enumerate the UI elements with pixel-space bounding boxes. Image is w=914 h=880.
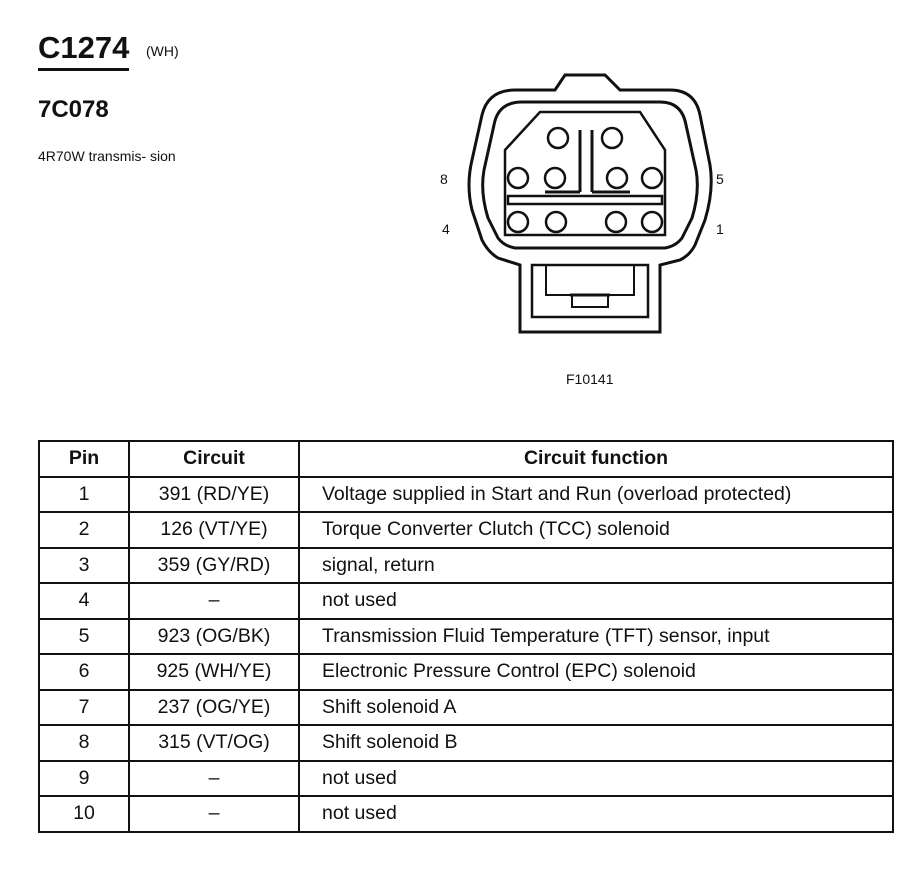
- pin-label-4: 4: [442, 221, 450, 237]
- color-code: (WH): [146, 43, 179, 59]
- function-cell: not used: [299, 583, 893, 619]
- pin-cell: 10: [39, 796, 129, 832]
- table-header-row: [39, 441, 893, 477]
- pin-label-5: 5: [716, 171, 724, 187]
- table-row: [39, 725, 893, 761]
- pin-cell: 5: [39, 619, 129, 655]
- table-row: [39, 761, 893, 797]
- function-cell: signal, return: [299, 548, 893, 584]
- pin-cell: 3: [39, 548, 129, 584]
- function-cell: not used: [299, 796, 893, 832]
- function-cell: Shift solenoid A: [299, 690, 893, 726]
- function-cell: Electronic Pressure Control (EPC) solenoid: [299, 654, 893, 690]
- pin-label-8: 8: [440, 171, 448, 187]
- function-cell: Transmission Fluid Temperature (TFT) sensor, input: [299, 619, 893, 655]
- connector-diagram-icon: [460, 70, 720, 340]
- part-number: 7C078: [38, 96, 109, 123]
- circuit-cell: –: [129, 761, 299, 797]
- table-row: [39, 796, 893, 832]
- circuit-cell: 126 (VT/YE): [129, 512, 299, 548]
- table-row: [39, 477, 893, 513]
- circuit-cell: 923 (OG/BK): [129, 619, 299, 655]
- table-row: [39, 548, 893, 584]
- function-cell: Torque Converter Clutch (TCC) solenoid: [299, 512, 893, 548]
- circuit-cell: 391 (RD/YE): [129, 477, 299, 513]
- circuit-cell: 237 (OG/YE): [129, 690, 299, 726]
- circuit-cell: 359 (GY/RD): [129, 548, 299, 584]
- pin-cell: 1: [39, 477, 129, 513]
- table-row: [39, 654, 893, 690]
- pin-cell: 4: [39, 583, 129, 619]
- header-pin: Pin: [39, 441, 129, 477]
- figure-id: F10141: [566, 371, 614, 387]
- circuit-cell: 315 (VT/OG): [129, 725, 299, 761]
- pin-cell: 2: [39, 512, 129, 548]
- table-row: [39, 619, 893, 655]
- description: 4R70W transmis- sion: [38, 148, 176, 164]
- circuit-cell: –: [129, 583, 299, 619]
- table-row: [39, 512, 893, 548]
- table-row: [39, 690, 893, 726]
- pin-label-1: 1: [716, 221, 724, 237]
- circuit-cell: –: [129, 796, 299, 832]
- circuit-cell: 925 (WH/YE): [129, 654, 299, 690]
- connector-id: C1274: [38, 30, 129, 71]
- header-function: Circuit function: [299, 441, 893, 477]
- function-cell: Voltage supplied in Start and Run (overload protected): [299, 477, 893, 513]
- pinout-table: [38, 440, 894, 833]
- table-row: [39, 583, 893, 619]
- pin-cell: 7: [39, 690, 129, 726]
- function-cell: Shift solenoid B: [299, 725, 893, 761]
- pin-cell: 8: [39, 725, 129, 761]
- header-circuit: Circuit: [129, 441, 299, 477]
- pin-cell: 9: [39, 761, 129, 797]
- function-cell: not used: [299, 761, 893, 797]
- pin-cell: 6: [39, 654, 129, 690]
